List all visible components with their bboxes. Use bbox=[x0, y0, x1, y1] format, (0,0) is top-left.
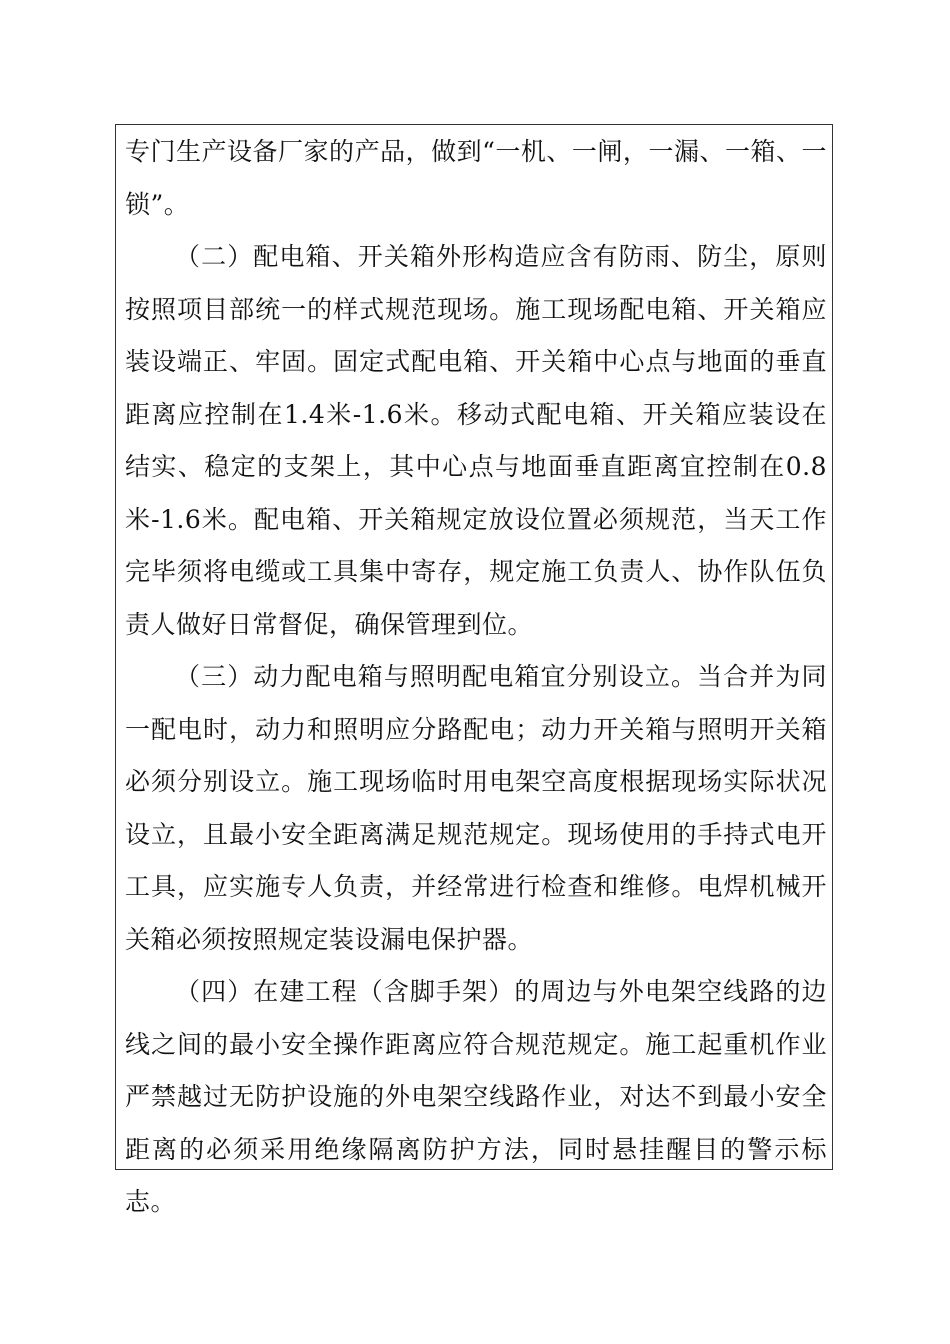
paragraph-section-2: （二）配电箱、开关箱外形构造应含有防雨、防尘，原则按照项目部统一的样式规范现场。施工现场配电箱、开关箱应装设端正、牢固。固定式配电箱、开关箱中心点与地面的垂直距离应控制在1.4米-1.6米。移动式配电箱、开关箱应装设在结实、稳定的支架上，其中心点与地面垂直距离宜控制在0.8米-1.6米。配电箱、开关箱规定放设位置必须规范，当天工作完毕须将电缆或工具集中寄存，规定施工负责人、协作队伍负责人做好日常督促，确保管理到位。 bbox=[125, 242, 827, 639]
document-body bbox=[125, 126, 827, 1229]
paragraph-section-3: （三）动力配电箱与照明配电箱宜分别设立。当合并为同一配电时，动力和照明应分路配电；动力开关箱与照明开关箱必须分别设立。施工现场临时用电架空高度根据现场实际状况设立，且最小安全距离满足规范规定。现场使用的手持式电开工具，应实施专人负责，并经常进行检查和维修。电焊机械开关箱必须按照规定装设漏电保护器。 bbox=[125, 662, 827, 954]
paragraph-continuation: 专门生产设备厂家的产品，做到“一机、一闸，一漏、一箱、一锁”。 bbox=[125, 137, 827, 219]
paragraph-section-4: （四）在建工程（含脚手架）的周边与外电架空线路的边线之间的最小安全操作距离应符合规范规定。施工起重机作业严禁越过无防护设施的外电架空线路作业，对达不到最小安全距离的必须采用绝缘隔离防护方法，同时悬挂醒目的警示标志。 bbox=[125, 977, 827, 1216]
